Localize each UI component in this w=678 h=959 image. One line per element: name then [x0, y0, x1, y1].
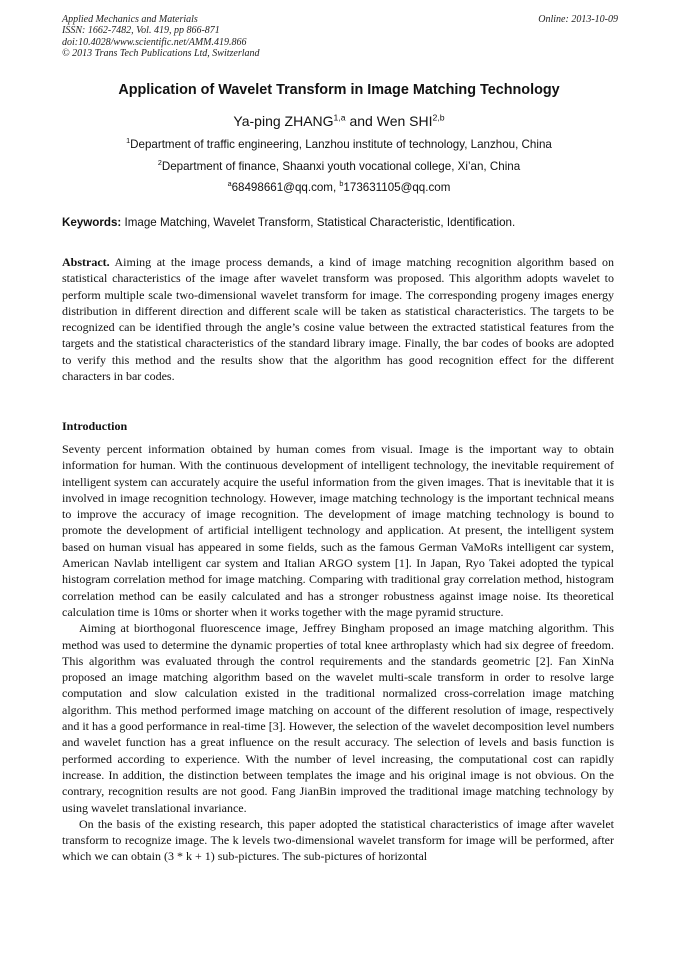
affiliation-superscript: 2 — [157, 158, 162, 168]
body-paragraph: Seventy percent information obtained by human comes from visual. Image is the important way to obtain information for human. With the continuous development of intelligent technology, the inevitable requirement of intelligent system can accurately acquire the useful information from the given images. That is inevitable that it is involved in image recognition technology. However, image matching technology is the important technical means to improve the accuracy of image recognition. The development of image matching technology is bound to promote the development of artificial intelligent technology and application. At present, the intelligent system based on human visual has appeared in some fields, such as the famous German VaMoRs intelligent car system, American Navlab intelligent car system and Italian ARGO system [1]. In Japan, Ryo Takei adopted the typical histogram correlation method for image matching. Comparing with traditional gray correlation method, histogram correlation method can be easily calculated and has a stronger robustness against image noise. Its theoretical calculation time is 10ms or shorter when it works together with the mage pyramid structure. — [62, 442, 614, 619]
keywords — [62, 216, 618, 229]
abstract — [62, 254, 614, 384]
affiliation-2 — [0, 160, 678, 173]
body-paragraph: Aiming at biorthogonal fluorescence image, Jeffrey Bingham proposed an image matching algorithm. This method was used to determine the dynamic properties of total knee arthroplasty which had six degree of freedom. This algorithm was evaluated through the control requirements and the standards geometric [2]. Fan XinNa proposed an image matching algorithm based on the wavelet multi-scale transform in order to resolve large computation and slow calculation existed in the traditional normalized cross-correlation image matching algorithm. This method performed image matching on account of the different resolution of image, respectively and it has a good performance in real-time [3]. However, the selection of the wavelet decomposition level numbers and wavelet function has a great influence on the result accuracy. The selection of levels and basis function is performed according to experience. With the number of level increasing, the computational cost can rapidly increase. In addition, the distinction between templates the image and his original image is not obvious. On the contrary, recognition results are not good. Fang JianBin improved the traditional image matching technology by using wavelet translational invariance. — [62, 621, 614, 815]
email-superscript: a — [227, 179, 232, 189]
abstract-paragraph — [62, 254, 614, 384]
abstract-text: Aiming at the image process demands, a kind of image matching recognition algorithm based on statistical characteristics of the image after wavelet transform was proposed. This algorithm adopts wavelet to perform multiple scale two-dimensional wavelet transform for image. The corresponding progeny images energy distribution in different direction and different scale will be taken as statistical characteristics. The targets to be recognized can be identified through the angle’s cosine value between the extracted statistical features from the targets and the statistical characteristics of the standard library image. Finally, the bar codes of books are adopted to verify this method and the results show that the algorithm has good recognition effect for the different characters in bar codes. — [62, 255, 614, 384]
introduction-body — [62, 441, 614, 865]
online-date: Online: 2013-10-09 — [538, 14, 618, 25]
journal-name: Applied Mechanics and Materials — [62, 14, 198, 25]
keywords-text: Image Matching, Wavelet Transform, Statistical Characteristic, Identification. — [121, 216, 516, 229]
affiliation-superscript: 1 — [126, 136, 131, 146]
affiliation-text: Department of finance, Shaanxi youth vocational college, Xi’an, China — [161, 160, 521, 173]
body-paragraph: On the basis of the existing research, this paper adopted the statistical characteristics of image after wavelet transform to recognize image. The k levels two-dimensional wavelet transform for image will be performed, after which we can obtain (3 * k + 1) sub-pictures. The sub-pictures of horizontal — [62, 816, 614, 864]
section-heading-introduction: Introduction — [62, 419, 128, 433]
email-superscript: b — [339, 179, 344, 189]
affiliation-text: Department of traffic engineering, Lanzhou institute of technology, Lanzhou, China — [130, 138, 552, 151]
affiliation-1 — [0, 138, 678, 151]
author-superscript: 2,b — [432, 112, 445, 123]
author-conjunction: and — [345, 113, 377, 129]
email-address: 173631105@qq.com — [343, 181, 451, 194]
abstract-label: Abstract. — [62, 255, 110, 269]
email-line — [0, 181, 678, 194]
copyright-line: © 2013 Trans Tech Publications Ltd, Switzerland — [62, 48, 260, 60]
author-line — [0, 113, 678, 129]
email-address: 68498661@qq.com, — [231, 181, 340, 194]
author-name: Ya-ping ZHANG — [233, 113, 334, 129]
keywords-label: Keywords: — [62, 216, 122, 229]
paper-title: Application of Wavelet Transform in Image Matching Technology — [118, 82, 560, 98]
running-header — [62, 14, 618, 60]
author-name: Wen SHI — [376, 113, 433, 129]
doi-line: doi:10.4028/www.scientific.net/AMM.419.866 — [62, 36, 247, 48]
issn-line: ISSN: 1662-7482, Vol. 419, pp 866-871 — [62, 25, 220, 37]
author-superscript: 1,a — [333, 112, 346, 123]
